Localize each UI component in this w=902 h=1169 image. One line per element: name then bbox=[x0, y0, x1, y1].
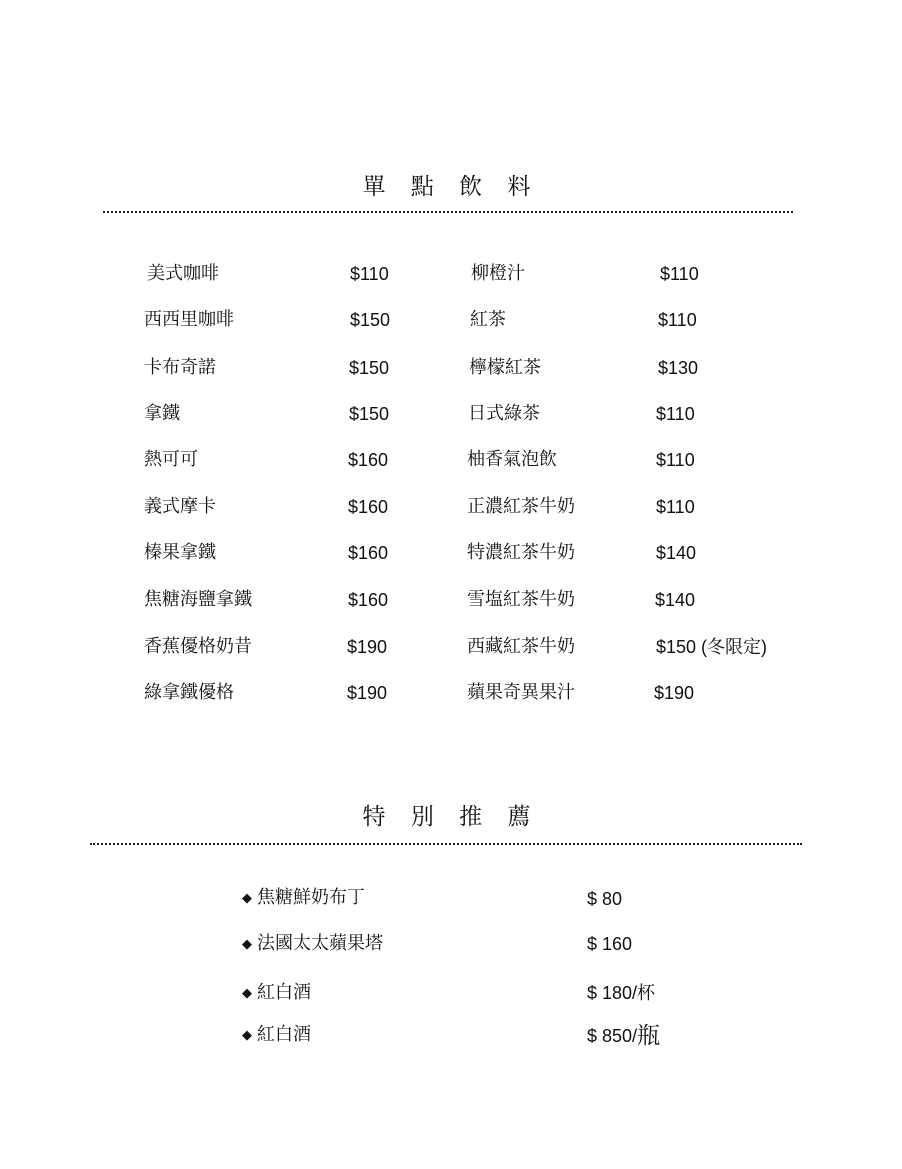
drink-price: $110 bbox=[656, 450, 695, 470]
drink-price: $110 bbox=[656, 497, 695, 517]
drink-name: 香蕉優格奶昔 bbox=[144, 636, 252, 657]
special-price: $ 80 bbox=[587, 889, 623, 909]
special-price: $ 160 bbox=[587, 934, 633, 954]
drink-name: 紅茶 bbox=[470, 309, 506, 330]
drinks-section-title: 單 點 飲 料 bbox=[362, 174, 540, 200]
drink-price: $190 bbox=[654, 683, 695, 703]
special-price: $ 180/杯 bbox=[587, 983, 656, 1003]
special-item bbox=[242, 932, 383, 957]
drink-price: $140 bbox=[655, 590, 696, 610]
diamond-bullet-icon: ◆ bbox=[242, 891, 252, 906]
drink-name: 熱可可 bbox=[144, 449, 198, 470]
diamond-bullet-icon: ◆ bbox=[242, 1028, 252, 1043]
drink-price: $150 bbox=[349, 358, 390, 378]
special-price-unit: 瓶 bbox=[637, 1022, 661, 1048]
drink-price: $110 bbox=[660, 264, 699, 284]
drink-price: $160 bbox=[348, 497, 389, 517]
drink-name: 雪塩紅茶牛奶 bbox=[467, 589, 575, 610]
drink-price: $150 bbox=[350, 310, 391, 330]
drink-name: 蘋果奇異果汁 bbox=[467, 682, 575, 703]
drink-name: 特濃紅茶牛奶 bbox=[467, 542, 575, 563]
drink-name: 焦糖海鹽拿鐵 bbox=[144, 589, 252, 610]
drink-name: 正濃紅茶牛奶 bbox=[467, 496, 575, 517]
drink-name: 檸檬紅茶 bbox=[469, 357, 541, 378]
drink-price: $110 bbox=[350, 264, 389, 284]
special-price-amount: $ 850/ bbox=[587, 1026, 638, 1046]
special-section-title: 特 別 推 薦 bbox=[362, 804, 540, 830]
drink-name: 日式綠茶 bbox=[468, 403, 540, 424]
special-item bbox=[242, 886, 365, 911]
drink-price: $150 bbox=[349, 404, 390, 424]
drink-price: $160 bbox=[348, 543, 389, 563]
special-name: 法國太太蘋果塔 bbox=[257, 933, 383, 954]
special-item bbox=[242, 981, 311, 1006]
drink-name: 卡布奇諾 bbox=[144, 357, 216, 378]
drink-price: $140 bbox=[656, 543, 697, 563]
drink-name: 柳橙汁 bbox=[471, 263, 525, 284]
drink-price: $110 bbox=[658, 310, 697, 330]
drink-price: $160 bbox=[348, 590, 389, 610]
special-price bbox=[587, 1023, 660, 1048]
drink-name: 義式摩卡 bbox=[144, 496, 216, 517]
drinks-divider bbox=[103, 211, 793, 213]
drink-price: $110 bbox=[656, 404, 695, 424]
drink-name: 榛果拿鐵 bbox=[144, 542, 216, 563]
drink-name: 綠拿鐵優格 bbox=[144, 682, 234, 703]
drink-name: 西藏紅茶牛奶 bbox=[467, 636, 575, 657]
special-item bbox=[242, 1023, 311, 1048]
special-name: 焦糖鮮奶布丁 bbox=[257, 887, 365, 908]
drink-name: 西西里咖啡 bbox=[144, 309, 234, 330]
drink-price: $160 bbox=[348, 450, 389, 470]
special-name: 紅白酒 bbox=[257, 1024, 311, 1045]
special-name: 紅白酒 bbox=[257, 982, 311, 1003]
drink-price: $190 bbox=[347, 637, 388, 657]
special-divider bbox=[90, 843, 802, 845]
drink-price: $190 bbox=[347, 683, 388, 703]
drink-name: 美式咖啡 bbox=[147, 263, 219, 284]
drink-price: $130 bbox=[658, 358, 699, 378]
diamond-bullet-icon: ◆ bbox=[242, 986, 252, 1001]
drink-price: $150 (冬限定) bbox=[656, 637, 768, 657]
drink-name: 拿鐵 bbox=[144, 403, 180, 424]
diamond-bullet-icon: ◆ bbox=[242, 937, 252, 952]
drink-name: 柚香氣泡飲 bbox=[467, 449, 557, 470]
